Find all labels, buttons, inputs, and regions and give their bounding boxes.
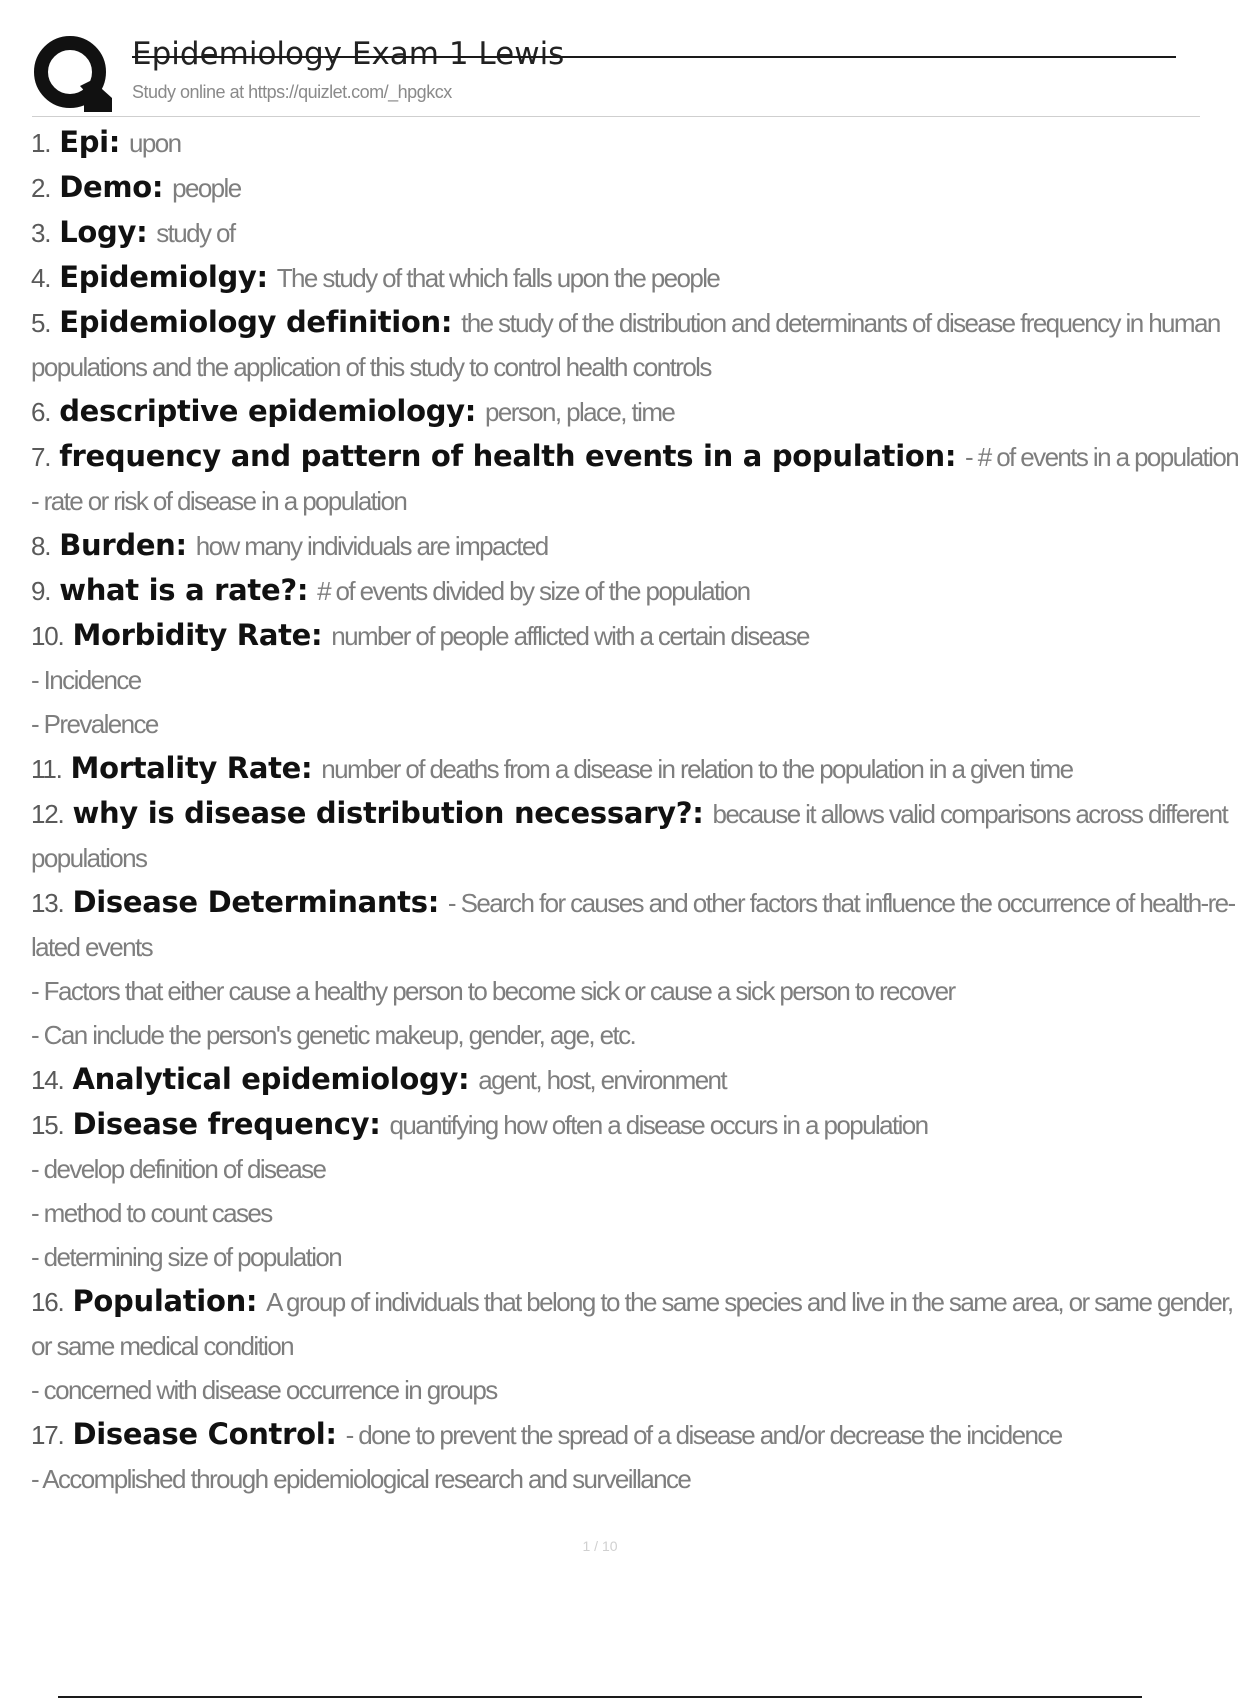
entry-number: 1.: [31, 128, 51, 158]
entry-first-line: [31, 613, 1200, 658]
entry-continuation-line: [31, 1235, 1200, 1279]
entry-term: Disease frequency:: [72, 1107, 381, 1141]
entry-number: 7.: [31, 442, 51, 472]
entry-definition: how many individuals are impacted: [195, 531, 548, 561]
entry-continuation-line: [31, 702, 1200, 746]
entry-number: 13.: [31, 888, 64, 918]
entry-continuation-line: [31, 1147, 1200, 1191]
entry-definition: # of events divided by size of the population: [317, 576, 750, 606]
footer-divider: [58, 1696, 1142, 1698]
entry-term: Disease Control:: [72, 1417, 337, 1451]
flashcard-entry: [31, 1057, 1200, 1102]
entry-definition: because it allows valid comparisons across different: [712, 799, 1228, 829]
entry-number: 3.: [31, 218, 51, 248]
entry-definition-line: - rate or risk of disease in a population: [31, 486, 407, 516]
entry-definition-line: lated events: [31, 932, 153, 962]
entry-term: Disease Determinants:: [72, 885, 440, 919]
entry-number: 15.: [31, 1110, 64, 1140]
entry-number: 11.: [31, 754, 62, 784]
entry-continuation-line: [31, 1457, 1200, 1501]
entry-term: Mortality Rate:: [70, 751, 313, 785]
entry-term: descriptive epidemiology:: [59, 394, 477, 428]
entry-first-line: [31, 210, 1200, 255]
entry-continuation-line: [31, 345, 1200, 389]
entry-first-line: [31, 568, 1200, 613]
flashcard-entry: [31, 300, 1220, 389]
entry-continuation-line: [31, 925, 1200, 969]
study-online-link-text[interactable]: Study online at https://quizlet.com/_hpgkcx: [132, 82, 452, 102]
quizlet-q-logo-icon: [32, 34, 112, 114]
entry-definition: study of: [156, 218, 235, 248]
page-number: 1 / 10: [582, 1538, 618, 1554]
flashcard-entry: [31, 1279, 1233, 1412]
entry-number: 16.: [31, 1287, 64, 1317]
entry-first-line: [31, 791, 1228, 836]
header-divider: [32, 116, 1200, 117]
entry-definition: - done to prevent the spread of a disease and/or decrease the incidence: [345, 1420, 1062, 1450]
entry-number: 9.: [31, 576, 51, 606]
entry-term: Analytical epidemiology:: [72, 1062, 470, 1096]
flashcard-entry: [31, 165, 1200, 210]
entry-definition: quantifying how often a disease occurs in a population: [389, 1110, 928, 1140]
entry-definition: - # of events in a population: [965, 442, 1238, 472]
entry-definition-line: populations: [31, 843, 147, 873]
flashcard-entry: [31, 389, 1200, 434]
flashcard-entry: [31, 434, 1238, 523]
entry-number: 2.: [31, 173, 51, 203]
entry-continuation-line: [31, 836, 1200, 880]
entry-definition-line: - determining size of population: [31, 1242, 342, 1272]
entry-continuation-line: [31, 1013, 1200, 1057]
entry-definition-line: populations and the application of this study to control health controls: [31, 352, 711, 382]
entry-first-line: [31, 1102, 1200, 1147]
flashcard-entry: [31, 746, 1200, 791]
entry-term: Morbidity Rate:: [72, 618, 323, 652]
entry-first-line: [31, 880, 1235, 925]
page-header: [32, 34, 1200, 118]
entry-definition: The study of that which falls upon the people: [276, 263, 720, 293]
entry-definition-line: - Incidence: [31, 665, 141, 695]
entry-term: what is a rate?:: [59, 573, 309, 607]
entry-definition-line: - concerned with disease occurrence in groups: [31, 1375, 497, 1405]
entry-first-line: [31, 746, 1200, 791]
flashcard-entry: [31, 523, 1200, 568]
entry-term: Epi:: [59, 125, 121, 159]
entry-continuation-line: [31, 1191, 1200, 1235]
entry-definition: people: [172, 173, 241, 203]
flashcard-list: [31, 120, 1238, 1501]
entry-first-line: [31, 434, 1238, 479]
entry-term: why is disease distribution necessary?:: [72, 796, 704, 830]
entry-first-line: [31, 300, 1220, 345]
entry-term: Demo:: [59, 170, 164, 204]
entry-first-line: [31, 1412, 1200, 1457]
flashcard-entry: [31, 120, 1200, 165]
entry-definition-line: or same medical condition: [31, 1331, 294, 1361]
entry-definition-line: - method to count cases: [31, 1198, 272, 1228]
entry-definition-line: - Prevalence: [31, 709, 158, 739]
flashcard-entry: [31, 791, 1228, 880]
entry-number: 10.: [31, 621, 64, 651]
flashcard-entry: [31, 880, 1235, 1057]
entry-continuation-line: [31, 969, 1200, 1013]
entry-first-line: [31, 523, 1200, 568]
entry-definition-line: - Can include the person's genetic makeup, gender, age, etc.: [31, 1020, 636, 1050]
entry-term: Epidemiolgy:: [59, 260, 268, 294]
flashcard-entry: [31, 568, 1200, 613]
entry-definition: upon: [129, 128, 181, 158]
entry-first-line: [31, 1279, 1233, 1324]
entry-definition: agent, host, environment: [478, 1065, 727, 1095]
entry-definition: A group of individuals that belong to the same species and live in the same area, or same gender,: [266, 1287, 1233, 1317]
flashcard-entry: [31, 1102, 1200, 1279]
entry-number: 14.: [31, 1065, 64, 1095]
entry-number: 12.: [31, 799, 64, 829]
entry-definition-line: - Accomplished through epidemiological research and surveillance: [31, 1464, 691, 1494]
entry-term: Population:: [72, 1284, 258, 1318]
entry-term: frequency and pattern of health events in a population:: [59, 439, 957, 473]
flashcard-entry: [31, 210, 1200, 255]
entry-definition-line: - develop definition of disease: [31, 1154, 326, 1184]
entry-definition: the study of the distribution and determinants of disease frequency in human: [461, 308, 1220, 338]
entry-first-line: [31, 1057, 1200, 1102]
entry-definition: person, place, time: [484, 397, 675, 427]
entry-number: 5.: [31, 308, 51, 338]
entry-definition: - Search for causes and other factors that influence the occurrence of health-re-: [447, 888, 1235, 918]
entry-number: 4.: [31, 263, 51, 293]
flashcard-entry: [31, 1412, 1200, 1501]
entry-term: Epidemiology definition:: [59, 305, 453, 339]
entry-definition: number of deaths from a disease in relation to the population in a given time: [321, 754, 1073, 784]
document-title: Epidemiology Exam 1 Lewis: [132, 36, 565, 72]
entry-first-line: [31, 165, 1200, 210]
title-strike-rule: [132, 56, 1176, 58]
entry-continuation-line: [31, 658, 1200, 702]
entry-definition-line: - Factors that either cause a healthy person to become sick or cause a sick person to recover: [31, 976, 955, 1006]
entry-first-line: [31, 389, 1200, 434]
entry-number: 8.: [31, 531, 51, 561]
entry-first-line: [31, 255, 1200, 300]
entry-term: Burden:: [59, 528, 187, 562]
entry-number: 6.: [31, 397, 51, 427]
entry-number: 17.: [31, 1420, 64, 1450]
entry-definition: number of people afflicted with a certain disease: [331, 621, 809, 651]
flashcard-entry: [31, 255, 1200, 300]
entry-first-line: [31, 120, 1200, 165]
entry-continuation-line: [31, 1368, 1200, 1412]
entry-continuation-line: [31, 479, 1200, 523]
entry-term: Logy:: [59, 215, 148, 249]
flashcard-entry: [31, 613, 1200, 746]
entry-continuation-line: [31, 1324, 1200, 1368]
